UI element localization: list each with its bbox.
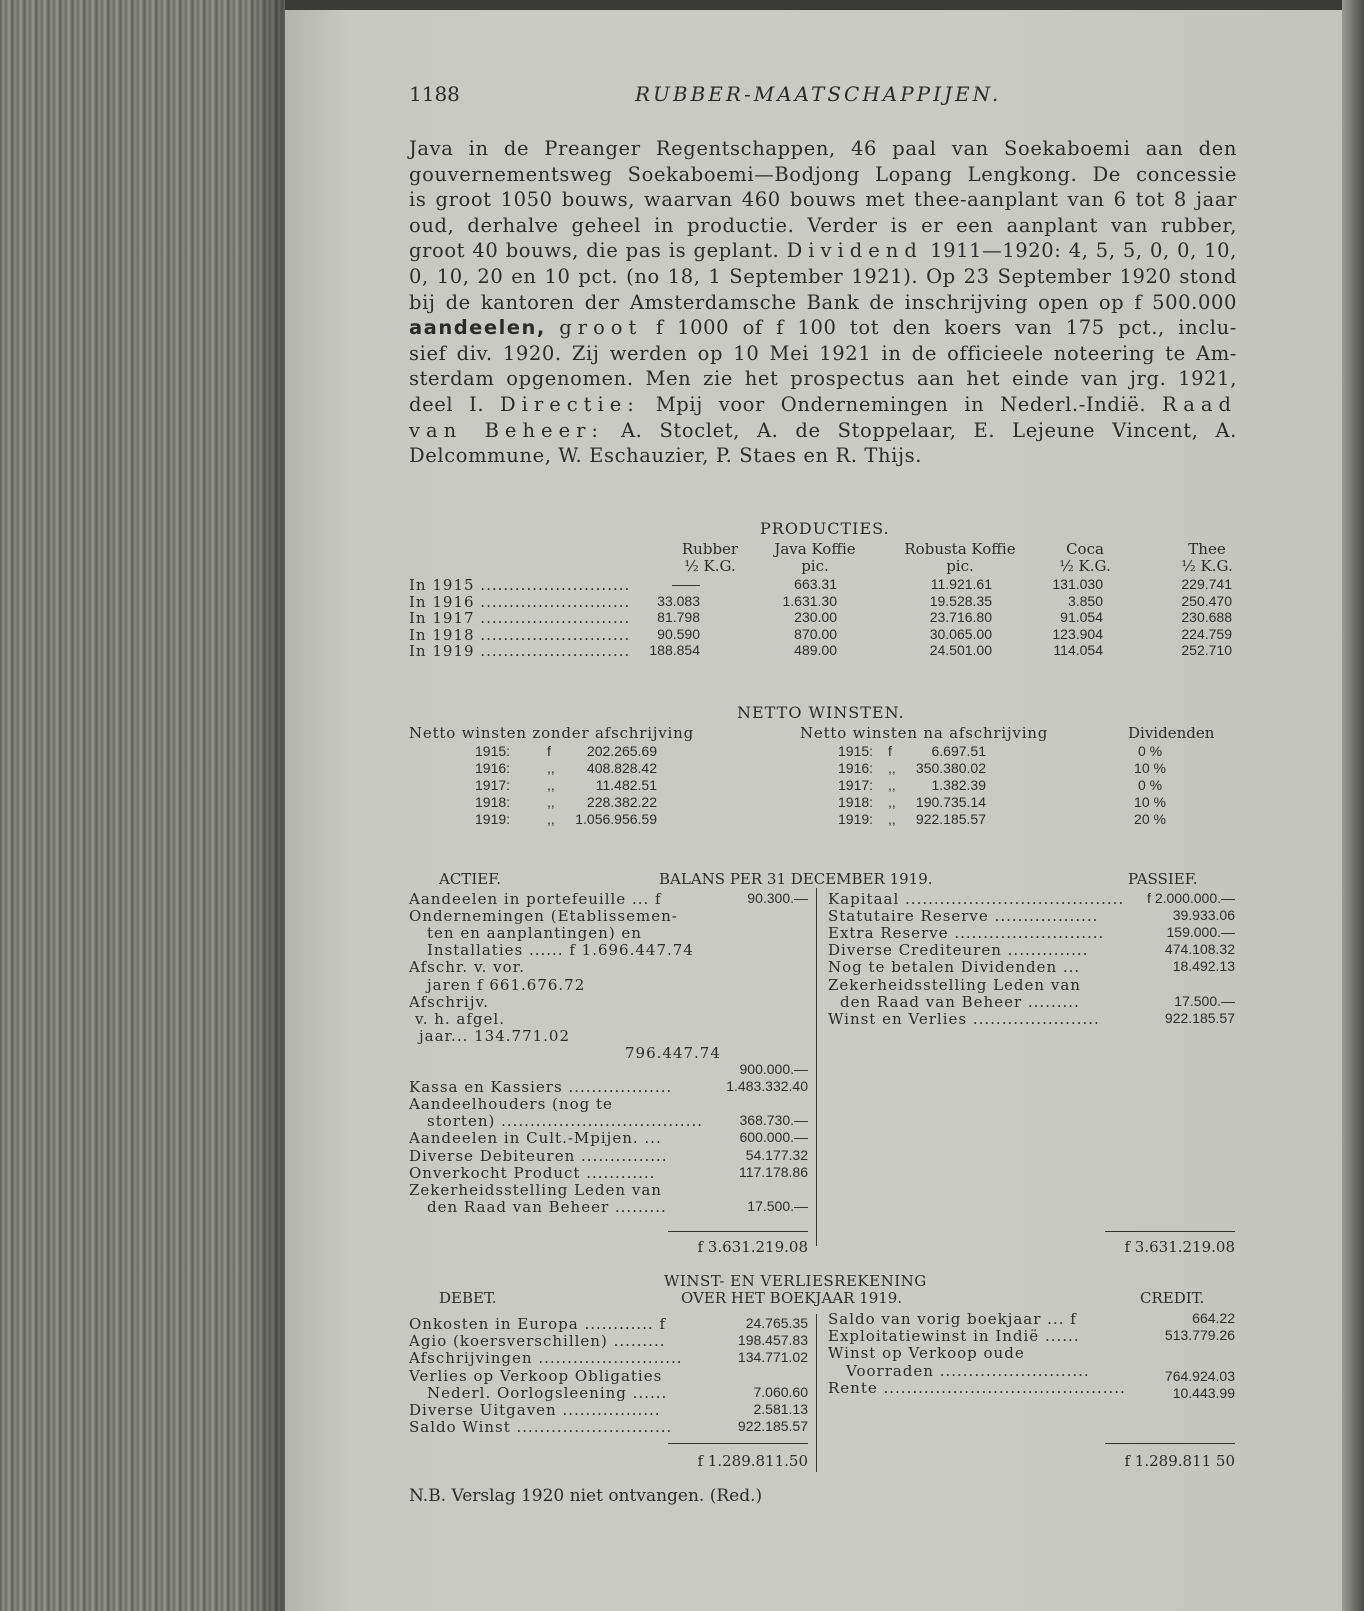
netto-col3-title: Dividenden — [1128, 724, 1215, 742]
body-line — [409, 418, 1237, 444]
productions-title: PRODUCTIES. — [760, 519, 890, 538]
passief-value: 159.000.— — [1166, 924, 1235, 941]
debet-value: 24.765.35 — [745, 1315, 808, 1331]
balans-title: BALANS PER 31 DECEMBER 1919. — [659, 870, 933, 888]
running-title: RUBBER-MAATSCHAPPIJEN. — [635, 82, 1002, 106]
actief-title: ACTIEF. — [439, 870, 502, 888]
productions-cell: 33.083 — [657, 592, 700, 609]
netto-value-after: 1.382.39 — [931, 777, 986, 793]
wv-divider — [816, 1314, 817, 1472]
credit-value: 764.924.03 — [1164, 1367, 1235, 1384]
credit-value: 10.443.99 — [1172, 1384, 1235, 1401]
netto-value-before: 202.265.69 — [586, 743, 657, 759]
actief-value: 17.500.— — [747, 1197, 808, 1214]
productions-cell: 230.00 — [794, 609, 837, 626]
actief-line: jaren f 661.676.72 — [427, 975, 586, 994]
body-line: sief div. 1920. Zij werden op 10 Mei 1921 in de officieele noteering te Am- — [409, 341, 1237, 365]
actief-line: ten en aanplantingen) en — [427, 924, 642, 943]
productions-col-header: Rubber — [681, 540, 739, 558]
body-line: Java in de Preanger Regentschappen, 46 paal van Soekaboemi aan den — [409, 137, 1237, 160]
body-line: sterdam opgenomen. Men zie het prospectus aan het einde van jrg. 1921, — [409, 367, 1237, 391]
passief-value: 39.933.06 — [1172, 907, 1235, 924]
netto-value-after: 190.735.14 — [915, 794, 986, 810]
actief-line: Aandeelen in Cult.-Mpijen. ... — [409, 1129, 662, 1148]
netto-currency: ,, — [547, 794, 555, 810]
productions-cell: 230.688 — [1181, 609, 1232, 626]
netto-year: 1919: — [475, 811, 511, 827]
debet-line: Diverse Uitgaven ................. — [409, 1401, 661, 1419]
productions-row-label: In 1918 .......................... — [409, 625, 631, 644]
aandeelen-label: aandeelen, — [409, 316, 546, 340]
netto-currency: ,, — [888, 794, 896, 810]
debet-line: Afschrijvingen ......................... — [409, 1349, 683, 1368]
passief-value: f 2.000.000.— — [1147, 890, 1235, 906]
body-line: bij de kantoren der Amsterdamsche Bank de inschrijving open op f 500.000 — [409, 290, 1237, 314]
credit-line: Exploitatiewinst in Indië ...... — [828, 1327, 1080, 1346]
netto-value-before: 11.482.51 — [595, 777, 657, 793]
passief-line: Zekerheidsstelling Leden van — [828, 975, 1081, 994]
passief-value: 17.500.— — [1174, 992, 1235, 1009]
productions-cell: 23.716.80 — [929, 609, 992, 626]
netto-value-before: 1.056.956.59 — [575, 811, 657, 827]
body-fragment: A. Stoclet, A. de Stoppelaar, E. Lejeune Vincent, A. — [621, 418, 1237, 442]
actief-line: Ondernemingen (Etablissemen- — [409, 907, 678, 926]
credit-line: Winst op Verkoop oude — [828, 1344, 1025, 1363]
netto-year: 1916: — [838, 760, 874, 776]
netto-col2-title: Netto winsten na afschrijving — [800, 724, 1049, 742]
passief-title: PASSIEF. — [1128, 870, 1198, 888]
netto-value-after: 350.380.02 — [915, 760, 986, 776]
debet-total: f 1.289.811.50 — [697, 1452, 808, 1470]
debet-value: 198.457.83 — [737, 1332, 808, 1349]
raad-label: Raad — [1162, 392, 1237, 416]
book-page — [285, 10, 1342, 1611]
debet-line: Onkosten in Europa ............ f — [409, 1315, 666, 1333]
debet-line: Nederl. Oorlogsleening ...... — [427, 1383, 668, 1402]
productions-cell: 114.054 — [1053, 642, 1103, 659]
productions-cell: 91.054 — [1060, 609, 1103, 626]
actief-value: 90.300.— — [747, 890, 808, 906]
netto-year: 1918: — [838, 794, 874, 810]
netto-currency: ,, — [888, 777, 896, 793]
debet-title: DEBET. — [439, 1289, 497, 1307]
productions-row-label: In 1919 .......................... — [409, 642, 631, 661]
passief-line: Winst en Verlies ...................... — [828, 1009, 1100, 1028]
passief-line: Diverse Crediteuren .............. — [828, 941, 1089, 960]
productions-col-unit: ½ K.G. — [684, 557, 736, 575]
productions-cell: 252.710 — [1181, 642, 1232, 659]
actief-line: Diverse Debiteuren ............... — [409, 1146, 668, 1165]
credit-title: CREDIT. — [1140, 1289, 1205, 1307]
actief-line: Zekerheidsstelling Leden van — [409, 1180, 662, 1199]
balans-divider — [816, 888, 817, 1246]
debet-total-rule — [668, 1443, 808, 1444]
netto-value-after: 922.185.57 — [915, 811, 986, 827]
netto-value-before: 408.828.42 — [586, 760, 657, 776]
passief-value: 474.108.32 — [1164, 941, 1235, 958]
body-line: oud, derhalve geheel in productie. Verder is er een aanplant van rubber, — [409, 213, 1237, 237]
productions-col-unit: ½ K.G. — [1059, 557, 1111, 575]
actief-value: 900.000.— — [739, 1061, 808, 1077]
van-beheer-label: van Beheer: — [409, 418, 604, 442]
productions-cell: 3.850 — [1067, 592, 1103, 609]
netto-year: 1915: — [475, 743, 511, 759]
directie-label: Directie: — [500, 392, 640, 416]
page-number: 1188 — [409, 82, 460, 106]
productions-cell: 489.00 — [794, 642, 837, 659]
body-line: Delcommune, W. Eschauzier, P. Staes en R. Thijs. — [409, 444, 923, 468]
productions-cell: 224.759 — [1181, 625, 1232, 642]
netto-year: 1916: — [475, 760, 511, 776]
footnote: N.B. Verslag 1920 niet ontvangen. (Red.) — [409, 1486, 763, 1506]
productions-cell: 663.31 — [794, 576, 837, 592]
productions-cell: 19.528.35 — [929, 592, 992, 609]
netto-currency: ,, — [888, 760, 896, 776]
actief-line: storten) ................................... — [427, 1112, 703, 1131]
productions-cell: 229.741 — [1181, 576, 1232, 592]
body-line: is groot 1050 bouws, waarvan 460 bouws met thee-aanplant van 6 tot 8 jaar — [409, 188, 1237, 212]
productions-cell: 188.854 — [649, 642, 700, 659]
credit-line: Saldo van vorig boekjaar ... f — [828, 1310, 1077, 1328]
credit-line: Voorraden .......................... — [846, 1361, 1090, 1380]
debet-line: Agio (koersverschillen) ......... — [409, 1332, 666, 1351]
credit-value: 513.779.26 — [1164, 1327, 1235, 1344]
passief-line: Extra Reserve .......................... — [828, 924, 1105, 943]
actief-value: 600.000.— — [739, 1129, 808, 1146]
netto-value-before: 228.382.22 — [586, 794, 657, 810]
actief-line: Aandeelen in portefeuille ... f — [409, 890, 662, 908]
actief-line: jaar... 134.771.02 — [419, 1026, 571, 1045]
productions-cell: 30.065.00 — [929, 625, 992, 642]
passief-line: den Raad van Beheer ......... — [840, 992, 1080, 1011]
netto-title: NETTO WINSTEN. — [737, 703, 905, 722]
netto-year: 1917: — [838, 777, 874, 793]
netto-dividend: 20 % — [1134, 811, 1166, 827]
productions-cell: 90.590 — [657, 625, 700, 642]
actief-value: 54.177.32 — [745, 1146, 808, 1163]
body-line — [409, 392, 1237, 418]
actief-line: Installaties ...... f 1.696.447.74 — [427, 941, 694, 960]
productions-row-label: In 1916 .......................... — [409, 592, 631, 611]
productions-cell: 123.904 — [1052, 625, 1103, 642]
groot-label: groot — [559, 316, 643, 340]
actief-value: 1.483.332.40 — [726, 1078, 808, 1095]
netto-value-after: 6.697.51 — [931, 743, 986, 759]
wv-title-line1: WINST- EN VERLIESREKENING — [664, 1272, 927, 1290]
credit-total: f 1.289.811 50 — [1124, 1452, 1235, 1470]
netto-currency: ,, — [547, 811, 555, 827]
netto-dividend: 10 % — [1134, 760, 1166, 776]
body-fragment: Mpij voor Ondernemingen in Nederl.-Indië. — [655, 392, 1147, 416]
passief-line: Nog te betalen Dividenden ... — [828, 958, 1081, 977]
debet-value: 922.185.57 — [737, 1418, 808, 1435]
actief-value: 368.730.— — [739, 1112, 808, 1129]
body-fragment: f 1000 of f 100 tot den koers van 175 pct., inclu- — [655, 316, 1237, 340]
actief-line: Onverkocht Product ............ — [409, 1163, 656, 1182]
debet-value: 7.060.60 — [753, 1383, 808, 1400]
debet-value: 2.581.13 — [753, 1401, 808, 1417]
passief-line: Statutaire Reserve .................. — [828, 907, 1099, 926]
body-line — [409, 238, 1237, 264]
productions-col-unit: pic. — [946, 557, 974, 575]
netto-currency: f — [888, 743, 892, 759]
body-line: 0, 10, 20 en 10 pct. (no 18, 1 September 1921). Op 23 September 1920 stond — [409, 264, 1237, 288]
credit-value: 664.22 — [1192, 1310, 1235, 1326]
productions-cell: 1.631.30 — [782, 592, 837, 609]
productions-col-header: Robusta Koffie — [904, 540, 1016, 558]
netto-dividend: 0 % — [1137, 743, 1163, 759]
book-page-edges — [0, 0, 285, 1611]
netto-dividend: 10 % — [1134, 794, 1166, 810]
netto-dividend: 0 % — [1137, 777, 1163, 793]
actief-line: Afschrijv. — [409, 992, 489, 1011]
wv-title-line2: OVER HET BOEKJAAR 1919. — [681, 1289, 903, 1307]
passief-total-rule — [1105, 1231, 1235, 1232]
dividend-label: Dividend — [786, 239, 923, 263]
debet-line: Verlies op Verkoop Obligaties — [409, 1366, 663, 1385]
productions-cell: 131.030 — [1052, 576, 1103, 592]
body-line: gouvernementsweg Soekaboemi—Bodjong Lopang Lengkong. De concessie — [409, 162, 1237, 186]
actief-line: 796.447.74 — [625, 1043, 721, 1062]
debet-value: 134.771.02 — [737, 1349, 808, 1366]
actief-line: v. h. afgel. — [415, 1009, 505, 1028]
actief-value: 117.178.86 — [738, 1163, 808, 1180]
netto-year: 1918: — [475, 794, 511, 810]
netto-currency: ,, — [888, 811, 896, 827]
body-line — [409, 315, 1237, 341]
productions-row-label: In 1915 .......................... — [409, 576, 631, 594]
netto-year: 1915: — [838, 743, 874, 759]
book-right-edge — [1342, 0, 1364, 1611]
netto-col1-title: Netto winsten zonder afschrijving — [409, 724, 695, 742]
productions-cell: 870.00 — [794, 625, 837, 642]
actief-line: Kassa en Kassiers .................. — [409, 1078, 673, 1097]
actief-total-rule — [668, 1231, 808, 1232]
productions-cell: —— — [672, 576, 700, 592]
productions-col-unit: pic. — [801, 557, 829, 575]
netto-currency: ,, — [547, 760, 555, 776]
productions-cell: 250.470 — [1181, 592, 1232, 609]
actief-total: f 3.631.219.08 — [697, 1238, 808, 1256]
credit-total-rule — [1105, 1443, 1235, 1444]
body-fragment: groot 40 bouws, die pas is geplant. — [409, 239, 780, 263]
productions-row-label: In 1917 .......................... — [409, 609, 631, 628]
productions-col-header: Java Koffie — [774, 540, 856, 558]
productions-col-unit: ½ K.G. — [1181, 557, 1233, 575]
actief-line: Aandeelhouders (nog te — [409, 1095, 613, 1114]
passief-line: Kapitaal ...................................... — [828, 890, 1125, 908]
body-paragraph — [409, 136, 1237, 469]
actief-line: den Raad van Beheer ......... — [427, 1197, 667, 1216]
productions-cell: 24.501.00 — [929, 642, 992, 659]
netto-year: 1919: — [838, 811, 874, 827]
actief-line: Afschr. v. vor. — [409, 958, 525, 977]
debet-line: Saldo Winst ........................... — [409, 1418, 673, 1437]
passief-value: 922.185.57 — [1164, 1009, 1235, 1026]
passief-value: 18.492.13 — [1172, 958, 1235, 975]
credit-line: Rente .......................................... — [828, 1378, 1126, 1397]
netto-currency: ,, — [547, 777, 555, 793]
body-fragment: deel I. — [409, 392, 485, 416]
body-fragment: 1911—1920: 4, 5, 5, 0, 0, 10, — [930, 239, 1237, 263]
netto-currency: f — [547, 743, 551, 759]
netto-year: 1917: — [475, 777, 511, 793]
productions-cell: 81.798 — [657, 609, 700, 626]
productions-col-header: Coca — [1066, 540, 1104, 558]
productions-col-header: Thee — [1188, 540, 1226, 558]
passief-total: f 3.631.219.08 — [1124, 1238, 1235, 1256]
productions-cell: 11.921.61 — [930, 576, 992, 592]
